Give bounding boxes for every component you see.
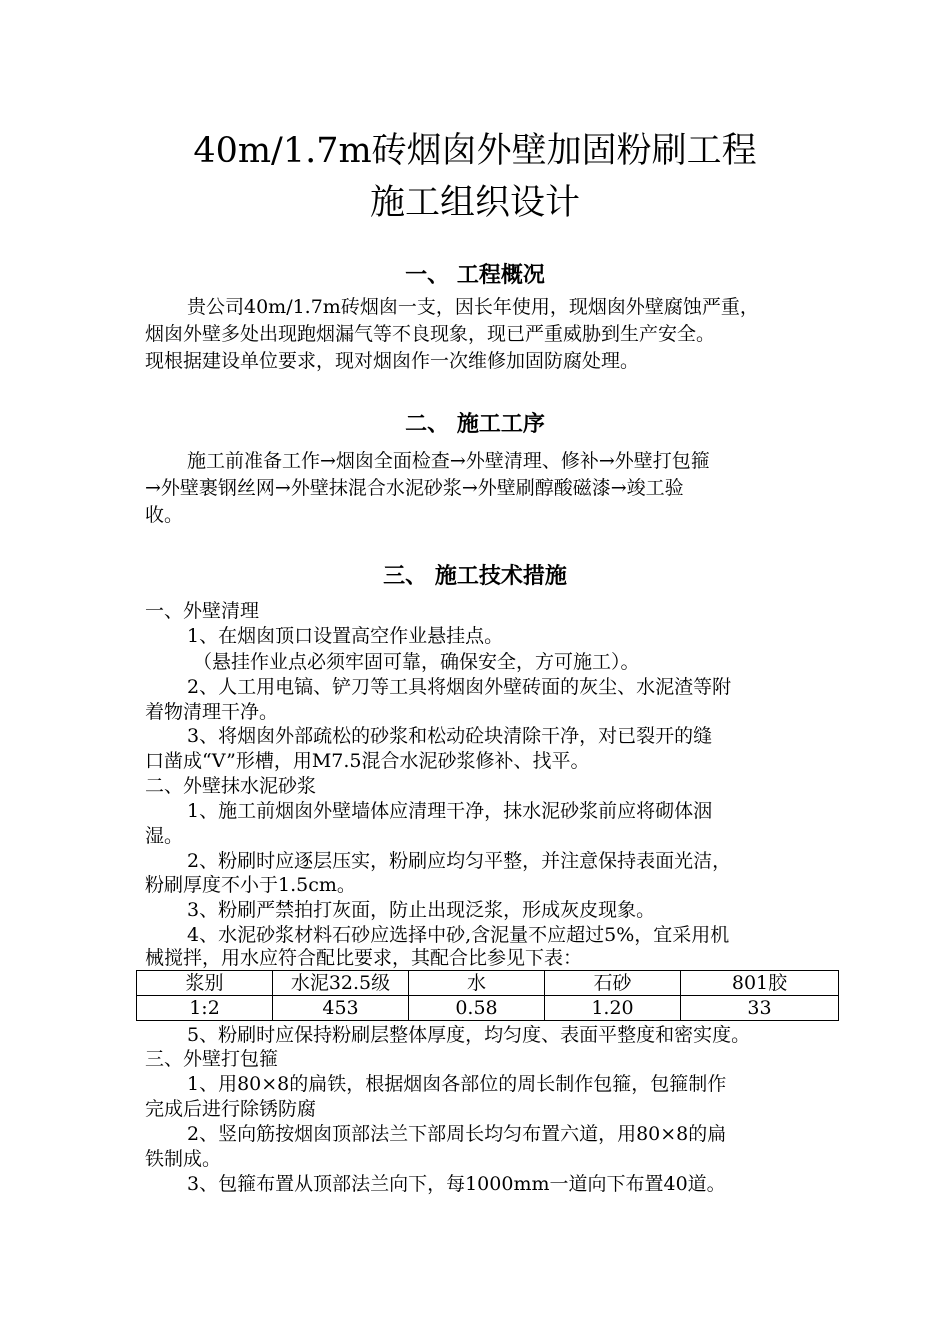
mix-ratio-table	[136, 970, 839, 1021]
section-heading-measures: 三、 施工技术措施	[383, 563, 567, 589]
section-heading-procedure: 二、 施工工序	[405, 411, 545, 437]
paragraph-line: →外壁裹钢丝网→外壁抹混合水泥砂浆→外壁刷醇酸磁漆→竣工验	[145, 477, 684, 499]
paragraph-line: 5、粉刷时应保持粉刷层整体厚度，均匀度、表面平整度和密实度。	[187, 1024, 751, 1046]
table-header-cell: 水	[409, 971, 545, 996]
table-cell: 0.58	[409, 996, 545, 1021]
paragraph-line: 着物清理干净。	[145, 701, 279, 723]
paragraph-line: 2、竖向筋按烟囱顶部法兰下部周长均匀布置六道，用80×8的扁	[187, 1123, 727, 1145]
paragraph-line: 1、在烟囱顶口设置高空作业悬挂点。	[187, 625, 504, 647]
paragraph-line: 1、用80×8的扁铁，根据烟囱各部位的周长制作包箍，包箍制作	[187, 1073, 727, 1095]
paragraph-line: 2、人工用电镐、铲刀等工具将烟囱外壁砖面的灰尘、水泥渣等附	[187, 676, 732, 698]
document-title-line2: 施工组织设计	[369, 183, 580, 223]
paragraph-line: 施工前准备工作→烟囱全面检查→外壁清理、修补→外壁打包箍	[187, 450, 710, 472]
subsection-title: 三、外壁打包箍	[145, 1048, 279, 1070]
paragraph-line: 口凿成“V”形槽，用M7.5混合水泥砂浆修补、找平。	[145, 750, 590, 772]
table-cell: 453	[273, 996, 409, 1021]
paragraph-line: 湿。	[145, 825, 184, 847]
paragraph-line: 3、包箍布置从顶部法兰向下，每1000mm一道向下布置40道。	[187, 1173, 726, 1195]
table-header-cell: 801胶	[681, 971, 839, 996]
paragraph-line: 贵公司40m/1.7m砖烟囱一支，因长年使用，现烟囱外壁腐蚀严重，	[187, 296, 759, 318]
subsection-title: 一、外壁清理	[145, 600, 260, 622]
paragraph-line: 收。	[145, 504, 184, 526]
paragraph-line: 2、粉刷时应逐层压实，粉刷应均匀平整，并注意保持表面光洁，	[187, 850, 732, 872]
subsection-title: 二、外壁抹水泥砂浆	[145, 775, 317, 797]
table-cell: 1.20	[545, 996, 681, 1021]
paragraph-line: 1、施工前烟囱外壁墙体应清理干净，抹水泥砂浆前应将砌体洇	[187, 800, 713, 822]
paragraph-line: 烟囱外壁多处出现跑烟漏气等不良现象，现已严重威胁到生产安全。	[145, 323, 716, 345]
paragraph-line: 铁制成。	[145, 1148, 222, 1170]
table-header-cell: 浆别	[137, 971, 273, 996]
document-title-line1: 40m/1.7m砖烟囱外壁加固粉刷工程	[193, 131, 757, 171]
paragraph-line: 3、粉刷严禁拍打灰面，防止出现泛浆，形成灰皮现象。	[187, 899, 656, 921]
paragraph-line: （悬挂作业点必须牢固可靠，确保安全，方可施工）。	[193, 651, 640, 673]
table-header-cell: 石砂	[545, 971, 681, 996]
table-row	[137, 996, 839, 1021]
paragraph-line: 械搅拌，用水应符合配比要求，其配合比参见下表：	[145, 947, 583, 969]
table-header-row	[137, 971, 839, 996]
table-header-cell: 水泥32.5级	[273, 971, 409, 996]
section-heading-overview: 一、 工程概况	[405, 262, 545, 288]
paragraph-line: 3、将烟囱外部疏松的砂浆和松动砼块清除干净，对已裂开的缝	[187, 725, 713, 747]
paragraph-line: 粉刷厚度不小于1.5cm。	[145, 874, 356, 896]
paragraph-line: 完成后进行除锈防腐	[145, 1098, 317, 1120]
table-cell: 33	[681, 996, 839, 1021]
table-cell: 1:2	[137, 996, 273, 1021]
paragraph-line: 现根据建设单位要求，现对烟囱作一次维修加固防腐处理。	[145, 350, 640, 372]
paragraph-line: 4、水泥砂浆材料石砂应选择中砂,含泥量不应超过5%，宜采用机	[187, 924, 730, 946]
